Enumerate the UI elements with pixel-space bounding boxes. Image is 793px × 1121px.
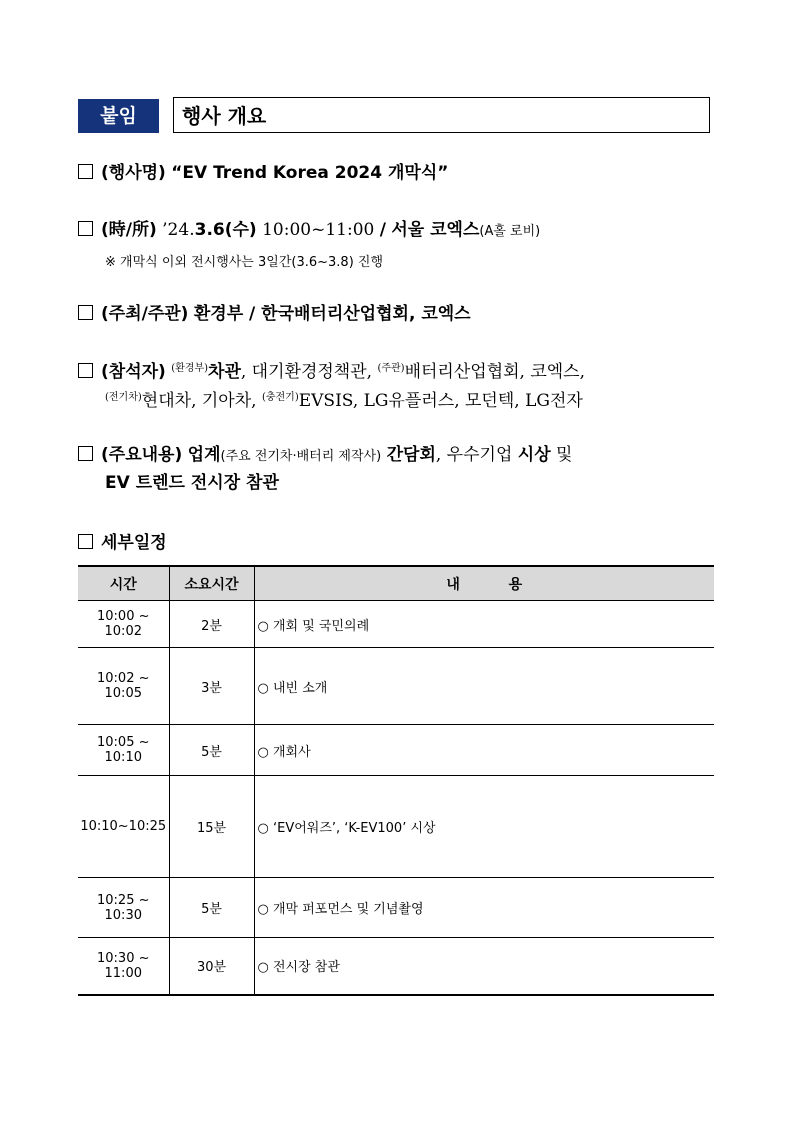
host-value: 환경부 / 한국배터리산업협회, 코엑스 [193, 304, 471, 324]
row-time: 10:10~10:25 [78, 776, 169, 878]
table-row [78, 938, 714, 995]
checkbox-icon [78, 446, 93, 461]
time-value: 10:00~11:00 [262, 220, 375, 240]
place-detail: (A홀 로비) [479, 224, 541, 239]
row-time: 10:02 ~ 10:05 [78, 648, 169, 725]
column-header: 내 용 [254, 566, 714, 601]
page-title: 행사 개요 [173, 97, 710, 133]
schedule-heading: 세부일정 [101, 533, 167, 553]
event-name-label: (행사명) [101, 163, 166, 183]
row-duration: 3분 [169, 648, 254, 725]
sup-charger: (충전기) [261, 392, 299, 403]
row-time: 10:30 ~ 11:00 [78, 938, 169, 995]
place-value: 서울 코엑스 [391, 220, 480, 240]
content-p5: 시상 [517, 445, 551, 465]
checkbox-icon [78, 363, 93, 378]
row-duration: 2분 [169, 601, 254, 648]
table-row [78, 725, 714, 776]
sup-ev: (전기차) [105, 392, 142, 403]
attendees-item [78, 356, 718, 414]
row-time: 10:00 ~ 10:02 [78, 601, 169, 648]
row-duration: 5분 [169, 725, 254, 776]
schedule-header-row [78, 566, 714, 601]
attachment-tag: 붙임 [78, 99, 159, 133]
content-p7: EV 트렌드 전시장 참관 [105, 473, 279, 493]
checkbox-icon [78, 534, 93, 549]
attendees-charger: EVSIS, LG유플러스, 모던텍, LG전자 [298, 391, 583, 411]
row-desc: ○ ‘EV어워즈’, ‘K-EV100’ 시상 [254, 776, 714, 878]
title-row [78, 97, 712, 135]
sup-organizer: (주관) [377, 363, 405, 374]
content-p1: 업계 [187, 445, 221, 465]
table-row [78, 878, 714, 938]
column-header: 시간 [78, 566, 169, 601]
datetime-note: ※ 개막식 이외 전시행사는 3일간(3.6~3.8) 진행 [105, 255, 384, 270]
row-desc: ○ 개막 퍼포먼스 및 기념촬영 [254, 878, 714, 938]
vice-minister: 차관 [208, 362, 241, 382]
host-item [78, 301, 718, 327]
content-p4: , 우수기업 [435, 445, 513, 465]
table-row [78, 648, 714, 725]
attendees-line1-end: 배터리산업협회, 코엑스, [404, 362, 586, 382]
content-p2: (주요 전기차·배터리 제작사) [220, 449, 382, 464]
datetime-item [78, 217, 718, 245]
checkbox-icon [78, 221, 93, 236]
separator: / [379, 220, 386, 240]
checkbox-icon [78, 164, 93, 179]
row-desc: ○ 전시장 참관 [254, 938, 714, 995]
table-row [78, 776, 714, 878]
content-item [78, 442, 718, 496]
schedule-heading-item [78, 530, 718, 556]
attendees-label: (참석자) [101, 362, 166, 382]
date-value: 3.6(수) [194, 220, 257, 240]
row-duration: 15분 [169, 776, 254, 878]
schedule-table [78, 565, 714, 996]
row-duration: 30분 [169, 938, 254, 995]
checkbox-icon [78, 305, 93, 320]
row-desc: ○ 개회 및 국민의례 [254, 601, 714, 648]
content-p6: 및 [556, 445, 573, 465]
date-prefix: ’24. [162, 220, 195, 240]
row-time: 10:05 ~ 10:10 [78, 725, 169, 776]
attendees-line1: , 대기환경정책관, [240, 362, 373, 382]
column-header: 소요시간 [169, 566, 254, 601]
sup-ministry: (환경부) [171, 363, 209, 374]
datetime-label: (時/所) [101, 220, 157, 240]
attendees-line2 [78, 385, 718, 414]
row-time: 10:25 ~ 10:30 [78, 878, 169, 938]
row-desc: ○ 내빈 소개 [254, 648, 714, 725]
event-name-value: “EV Trend Korea 2024 개막식” [171, 163, 449, 183]
table-row [78, 601, 714, 648]
content-p3: 간담회 [386, 445, 436, 465]
row-desc: ○ 개회사 [254, 725, 714, 776]
attendees-ev: 현대차, 기아차, [141, 391, 257, 411]
host-label: (주최/주관) [101, 304, 189, 324]
content-label: (주요내용) [101, 445, 183, 465]
event-name-item [78, 160, 718, 186]
row-duration: 5분 [169, 878, 254, 938]
